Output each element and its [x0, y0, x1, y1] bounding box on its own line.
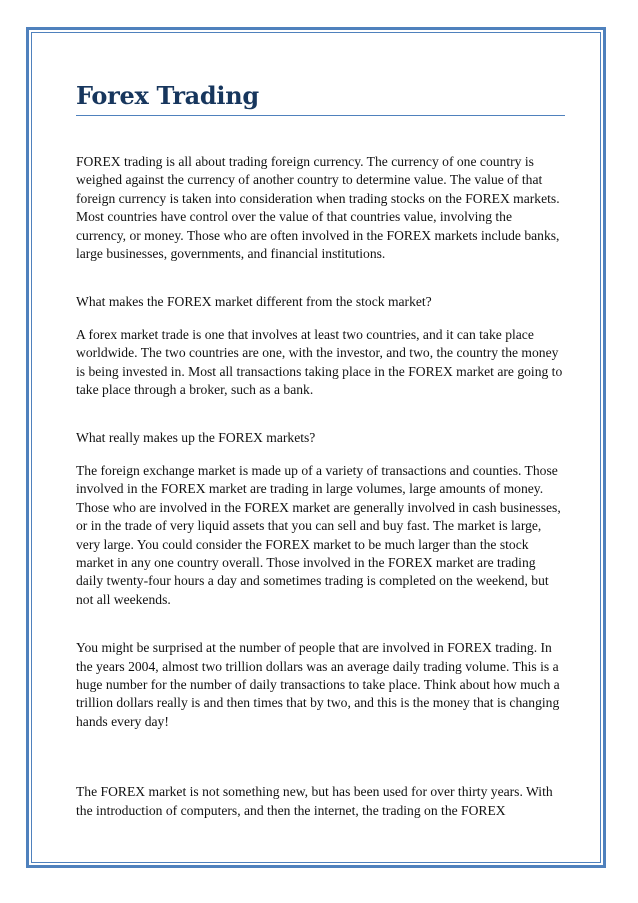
- paragraph-forex-vs-stock: A forex market trade is one that involves at least two countries, and it can take place worldwide. The two countries are one, with the investor, and two, the country the money is being invested in. Most all transactions taking place in the FOREX market are going to take place through a broker, such as a bank.: [76, 326, 563, 398]
- document-title: Forex Trading: [76, 80, 565, 116]
- paragraph-trading-volume: You might be surprised at the number of people that are involved in FOREX trading. In the years 2004, almost two trillion dollars was an average daily trading volume. This is a huge number for the number of daily transactions to take place. Think about how much a trillion dollars really is and then times that by two, and this is the money that is changing hands every day!: [76, 640, 560, 729]
- question-heading-stock-market: What makes the FOREX market different from the stock market?: [76, 294, 432, 310]
- paragraph-history: The FOREX market is not something new, but has been used for over thirty years. With the introduction of computers, and then the internet, the trading on the FOREX: [76, 784, 553, 818]
- paragraph-market-makeup: The foreign exchange market is made up of a variety of transactions and counties. Those involved in the FOREX market are trading in large volumes, large amounts of money. Those who are involved in the FOREX market are generally involved in cash businesses, or in the trade of very liquid assets that you can sell and buy fast. The market is large, very large. You could consider the FOREX market to be much larger than the stock market in any one country overall. Those involved in the FOREX market are trading daily twenty-four hours a day and sometimes trading is completed on the weekend, but not all weekends.: [76, 462, 561, 607]
- document-body: [76, 80, 565, 820]
- question-heading-forex-makeup: What really makes up the FOREX markets?: [76, 430, 316, 446]
- paragraph-intro: FOREX trading is all about trading foreign currency. The currency of one country is weighed against the currency of another country to determine value. The value of that foreign currency is taken into consideration when trading stocks on the FOREX markets. Most countries have control over the value of that countries value, involving the currency, or money. Those who are often involved in the FOREX markets include banks, large businesses, governments, and financial institutions.: [76, 154, 560, 262]
